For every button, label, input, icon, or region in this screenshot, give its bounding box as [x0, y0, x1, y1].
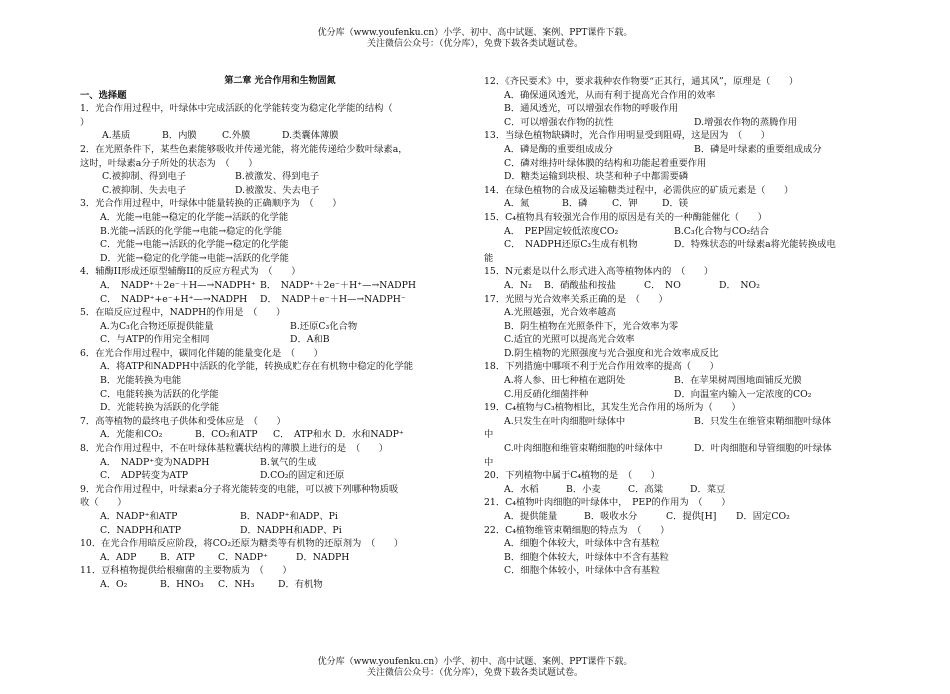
question-5-options-2: [80, 333, 480, 347]
question-13: 13．当绿色植物缺磷时，光合作用明显受到阻碍，这是因为 （ ）: [484, 130, 771, 142]
header-line-1: 优分库（www.youfenku.cn）小学、初中、高中试题、案例、PPT课件下载。: [317, 28, 633, 38]
question-2: 2．在光照条件下，某些色素能够吸收并传递光能，将光能传递给少数叶绿素a，: [80, 143, 408, 155]
question-21-options: [484, 510, 904, 524]
option: A.将人参、田七种植在遮阴处: [504, 375, 626, 387]
question-19: 19．C₄植物与C₃植物相比，其发生光合作用的场所为（ ）: [484, 402, 741, 414]
option: C． ATP和水: [273, 429, 332, 441]
option: D．固定CO₂: [736, 511, 790, 522]
option: B．光能转换为电能: [100, 375, 182, 387]
question-14: 14．在绿色植物的合成及运输糖类过程中，必需供应的矿质元素是（ ）: [484, 184, 794, 196]
option: B.还原C₃化合物: [290, 320, 358, 332]
option: A．光能→电能→稳定的化学能→活跃的化学能: [100, 211, 289, 223]
option: C．与ATP的作用完全相同: [100, 334, 210, 346]
section-heading: 一、选择题: [80, 89, 127, 101]
question-9-options-1: [80, 510, 480, 524]
option: C．磷对维持叶绿体膜的结构和功能起着重要作用: [504, 157, 707, 169]
question-1-options: [80, 129, 480, 143]
option: D.增强农作物的蒸腾作用: [694, 116, 798, 128]
option: A．提供能量: [504, 511, 558, 522]
question-4-options-1: [80, 279, 480, 293]
option: B．在苹果树周围地面铺反光膜: [674, 375, 802, 387]
question-18-options-2: [484, 388, 904, 402]
option: D．糖类运输到块根、块茎和种子中都需要磷: [504, 171, 689, 183]
option: C．高粱: [628, 483, 664, 495]
option: A．NADP⁺和ATP: [100, 511, 178, 522]
option: A.光照越强，光合效率越高: [504, 307, 616, 319]
option: C.外膜: [222, 130, 251, 142]
option: D.类囊体薄膜: [282, 130, 339, 142]
question-15-options-2: [484, 238, 904, 252]
option: A．ADP: [100, 551, 137, 563]
question-19-cont-1: 中: [484, 429, 494, 441]
question-14-options: [484, 197, 904, 211]
option: A．光能和CO₂: [100, 429, 163, 441]
question-5: 5．在暗反应过程中，NADPH的作用是 （ ）: [80, 307, 286, 319]
question-12-options-2: [484, 116, 904, 130]
question-4: 4．辅酶II形成还原型辅酶II的反应方程式为 （ ）: [80, 266, 301, 278]
question-9-options-2: [80, 524, 480, 538]
option: C．NADP⁺: [218, 551, 268, 563]
option: B．ATP: [160, 551, 195, 563]
option: D．菜豆: [690, 483, 726, 495]
option: C． NADP⁺+e⁻+H⁺—→NADPH: [100, 293, 248, 305]
option: B．吸收水分: [584, 511, 638, 522]
option: A．磷是酶的重要组成成分: [504, 143, 613, 155]
question-2-options-1: [80, 170, 480, 184]
left-column: [80, 75, 480, 592]
option: D．向温室内输入一定浓度的CO₂: [674, 388, 812, 400]
option: C.用反硝化细菌拌种: [504, 388, 589, 400]
question-15-options-1: [484, 225, 904, 239]
footer-line-2: 关注微信公众号：（优分库），免费下载各类试题试卷。: [366, 668, 583, 678]
option: D．有机物: [278, 578, 323, 590]
option: C．提供[H]: [666, 511, 717, 522]
question-11: 11．豆科植物提供给根瘤菌的主要物质为 （ ）: [80, 565, 292, 577]
option: B． NADP⁺＋2e⁻＋H⁺—→NADPH: [260, 279, 416, 291]
question-15-cont: 能: [484, 252, 494, 264]
header-line-2: 关注微信公众号：（优分库），免费下载各类试题试卷。: [366, 39, 583, 49]
question-1: 1．光合作用过程中，叶绿体中完成活跃的化学能转变为稳定化学能的结构（: [80, 103, 393, 115]
option: B．HNO₃: [160, 578, 204, 590]
option: A． PEP固定较低浓度CO₂: [504, 225, 619, 237]
option: D．特殊状态的叶绿素a将光能转换成电: [674, 239, 836, 251]
option: C． NADPH还原C₃生成有机物: [504, 239, 638, 251]
question-16: 15．N元素是以什么形式进入高等植物体内的 （ ）: [484, 266, 714, 278]
option: A.基质: [102, 130, 131, 142]
question-8-options-1: [80, 456, 480, 470]
option: D.阴生植物的光照强度与光合强度和光合效率成反比: [504, 347, 719, 359]
question-7: 7．高等植物的最终电子供体和受体应是 （ ）: [80, 415, 286, 427]
option: A．N₂: [504, 279, 532, 291]
option: B.氧气的生成: [260, 456, 317, 468]
option: A.只发生在叶肉细胞叶绿体中: [504, 415, 626, 427]
question-20: 20．下列植物中属于C₄植物的是 （ ）: [484, 470, 661, 482]
option: D．NADPH: [296, 551, 350, 563]
option: D.被激发、失去电子: [235, 184, 320, 196]
option: B.光能→活跃的化学能→电能→稳定的化学能: [100, 225, 282, 237]
option: A．氮: [504, 198, 530, 210]
question-10: 10．在光合作用暗反应阶段，将CO₂还原为糖类等有机物的还原剂为 （ ）: [80, 538, 404, 550]
option: C． ADP转变为ATP: [100, 470, 189, 482]
option: C.适宜的光照可以提高光合效率: [504, 334, 635, 346]
question-10-options: [80, 551, 480, 565]
option: A．水稻: [504, 483, 539, 495]
question-3: 3．光合作用过程中，叶绿体中能量转换的正确顺序为 （ ）: [80, 198, 342, 210]
option: C.被抑制、得到电子: [102, 171, 187, 183]
option: C.被抑制、失去电子: [102, 184, 187, 196]
option: C．钾: [612, 198, 638, 210]
option: B．磷是叶绿素的重要组成成分: [694, 143, 822, 155]
option: D．光能→稳定的化学能→电能→活跃的化学能: [100, 252, 289, 264]
option: C．NH₃: [218, 578, 255, 590]
question-12: 12．《齐民要术》中，要求栽种农作物要“正其行，通其风”，原理是（ ）: [484, 76, 799, 87]
question-18: 18．下列措施中哪项不利于光合作用效率的提高（ ）: [484, 361, 719, 373]
option: B．只发生在维管束鞘细胞叶绿体: [694, 415, 831, 427]
option: D.CO₂的固定和还原: [260, 470, 345, 482]
question-21: 21．C₄植物叶肉细胞的叶绿体中， PEP的作用为 （ ）: [484, 497, 731, 509]
page-title: 第二章 光合作用和生物固氮: [224, 76, 336, 86]
option: B.C₃化合物与CO₂结合: [674, 225, 769, 237]
right-column: [484, 75, 904, 578]
option: C.叶肉细胞和维管束鞘细胞的叶绿体中: [504, 443, 663, 455]
option: C． NO: [644, 279, 681, 291]
option: B．磷: [562, 198, 588, 210]
option: A． NADP⁺变为NADPH: [100, 456, 210, 468]
question-2-cont: 这时，叶绿素a分子所处的状态为 （ ）: [80, 157, 258, 169]
question-20-options: [484, 483, 904, 497]
option: D．叶肉细胞和导管细胞的叶绿体: [694, 443, 832, 455]
option: D．A和B: [290, 334, 330, 346]
option: B．小麦: [566, 483, 601, 495]
question-5-options-1: [80, 320, 480, 334]
question-7-options: [80, 428, 480, 442]
option: C．电能转换为活跃的化学能: [100, 388, 219, 400]
question-17: 17．光照与光合效率关系正确的是 （ ）: [484, 293, 668, 305]
option: C．可以增强农作物的抗性: [504, 116, 614, 128]
question-19-options-2: [484, 442, 904, 456]
question-9: 9．光合作用过程中，叶绿素a分子将光能转变的电能，可以被下列哪种物质吸: [80, 483, 399, 495]
option: B．细胞个体较大，叶绿体中不含有基粒: [504, 551, 669, 563]
footer-line-1: 优分库（www.youfenku.cn）小学、初中、高中试题、案例、PPT课件下载。: [317, 657, 633, 667]
question-6: 6．在光合作用过程中，碳同化伴随的能量变化是 （ ）: [80, 347, 323, 359]
option: B．硝酸盐和按盐: [544, 279, 616, 291]
page-footer: [0, 657, 950, 679]
option: D．镁: [662, 198, 689, 210]
option: B．阴生植物在光照条件下，光合效率为零: [504, 320, 679, 332]
option: B．NADP⁺和ADP、Pi: [240, 511, 338, 522]
question-15: 15．C₄植物具有较强光合作用的原因是有关的一种酶能催化（ ）: [484, 211, 767, 223]
option: A.为C₃化合物还原提供能量: [100, 320, 214, 332]
option: A． NADP⁺＋2e⁻＋H—→NADPH⁺: [100, 279, 256, 291]
option: C．NADPH和ATP: [100, 524, 182, 536]
option: D． NADP＋e⁻＋H—→NADPH⁻: [260, 293, 406, 305]
question-19-cont-2: 中: [484, 456, 494, 468]
option: B.被激发、得到电子: [235, 171, 320, 183]
question-22: 22．C₄植物维管束鞘细胞的特点为 （ ）: [484, 524, 670, 536]
question-1-cont: ）: [80, 116, 90, 128]
option: B．CO₂和ATP: [195, 429, 258, 441]
question-13-options-1: [484, 143, 904, 157]
option: D． NO₂: [719, 279, 760, 291]
question-19-options-1: [484, 415, 904, 429]
question-8: 8．光合作用过程中，不在叶绿体基粒囊状结构的薄膜上进行的是 （ ）: [80, 443, 389, 455]
option: B．内膜: [162, 130, 197, 142]
question-9-cont: 收（ ）: [80, 497, 127, 509]
question-2-options-2: [80, 184, 480, 198]
option: B．通风透光，可以增强农作物的呼吸作用: [504, 103, 679, 115]
option: D．光能转换为活跃的化学能: [100, 402, 220, 414]
option: A．将ATP和NADPH中活跃的化学能，转换成贮存在有机物中稳定的化学能: [100, 361, 414, 373]
option: A．确保通风透光，从而有利于提高光合作用的效率: [504, 89, 716, 101]
question-8-options-2: [80, 469, 480, 483]
question-4-options-2: [80, 293, 480, 307]
option: C．细胞个体较小，叶绿体中含有基粒: [504, 565, 660, 577]
option: A．O₂: [100, 578, 128, 590]
question-18-options-1: [484, 374, 904, 388]
question-16-options: [484, 279, 904, 293]
option: D．水和NADP⁺: [335, 429, 404, 441]
option: C．光能→电能→活跃的化学能→稳定的化学能: [100, 239, 289, 251]
question-11-options: [80, 578, 480, 592]
option: A．细胞个体较大，叶绿体中含有基粒: [504, 538, 660, 550]
page-header: [0, 28, 950, 50]
option: D．NADPH和ADP、Pi: [240, 524, 342, 536]
